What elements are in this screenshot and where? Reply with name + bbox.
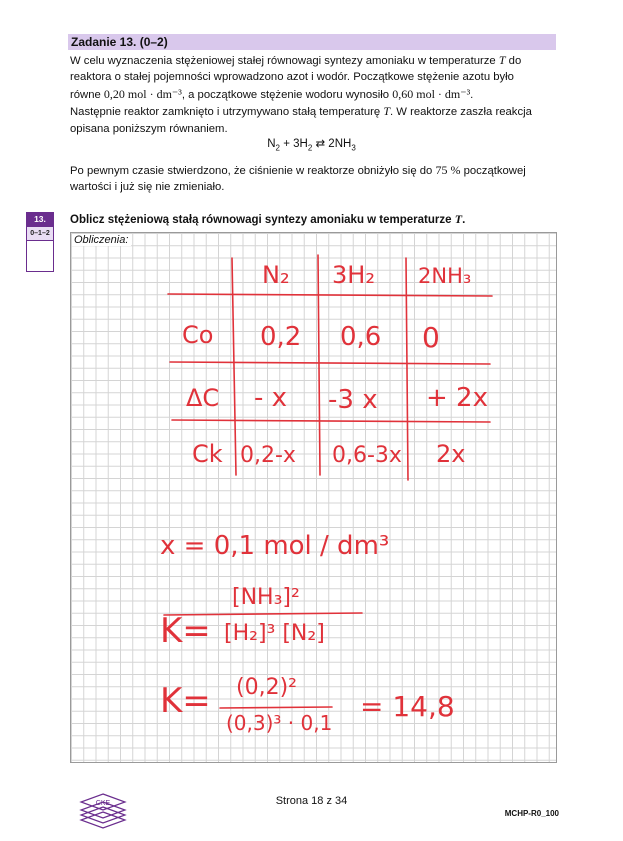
table-header-n2: N₂	[262, 261, 290, 289]
cke-logo-text: CKE	[95, 800, 111, 807]
eq-sub: 3	[351, 143, 356, 153]
table-header-h2: 3H₂	[332, 261, 375, 289]
exam-code: MCHP-R0_100	[504, 809, 559, 818]
hydrogen-concentration: 0,60 mol · dm⁻³	[392, 86, 471, 101]
calculation-label: Obliczenia:	[72, 234, 131, 246]
question-end: .	[462, 214, 466, 226]
k-value-result: = 14,8	[360, 690, 455, 723]
temperature-symbol: T	[454, 212, 463, 226]
table-hline-1	[168, 294, 492, 296]
cell-co-nh3: 0	[422, 321, 440, 354]
p2-text: początkowej	[460, 165, 526, 177]
page-number: Strona 18 z 34	[275, 795, 348, 807]
table-hline-3	[172, 420, 490, 422]
eq-h2: + 3H	[280, 138, 308, 150]
intro-line-2: reaktora o stałej pojemności wprowadzono azot i wodór. Początkowe stężenie azotu było	[70, 71, 514, 84]
row-label-co: Co	[182, 321, 214, 349]
table-vline-3	[406, 258, 408, 480]
intro-text: .	[470, 88, 474, 101]
task-header: Zadanie 13. (0–2)	[68, 34, 556, 50]
table-vline-2	[318, 255, 320, 475]
eq-sub: 2	[307, 143, 313, 153]
row-label-dc: ΔC	[186, 384, 220, 412]
pressure-percent: 75 %	[435, 163, 461, 177]
cell-co-n2: 0,2	[260, 322, 302, 352]
table-hline-2	[170, 362, 490, 364]
intro-text: W celu wyznaczenia stężeniowej stałej równowagi syntezy amoniaku w temperaturze	[70, 55, 499, 67]
cell-ck-nh3: 2x	[436, 440, 466, 468]
question-body: Oblicz stężeniową stałą równowagi syntezy amoniaku w temperaturze	[70, 214, 455, 226]
intro-text: równe	[70, 88, 104, 101]
intro-text: Następnie reaktor zamknięto i utrzymywano stałą temperaturę	[70, 106, 384, 119]
task-number: 13.	[26, 212, 54, 226]
cell-dc-n2: - x	[254, 383, 288, 413]
cell-co-h2: 0,6	[340, 322, 382, 352]
p2-text: Po pewnym czasie stwierdzono, że ciśnienie w reaktorze obniżyło się do	[70, 165, 436, 177]
row-label-ck: Ck	[192, 440, 223, 468]
k-value-denominator: (0,3)³ · 0,1	[226, 711, 333, 735]
k-formula-denominator: [H₂]³ [N₂]	[224, 621, 325, 646]
cell-dc-nh3: + 2x	[426, 383, 488, 413]
k-value-lhs: K=	[160, 681, 211, 721]
score-scale: 0–1–2	[26, 226, 54, 240]
intro-line-5: opisana poniższym równaniem.	[70, 122, 228, 135]
equilibrium-arrow: ⇄	[312, 138, 329, 150]
intro-text: . W reaktorze zaszła reakcja	[390, 106, 532, 119]
intro-text: do	[505, 55, 522, 67]
eq-nh3: 2NH	[328, 138, 352, 150]
cell-ck-h2: 0,6-3x	[332, 443, 402, 468]
eq-sub: 2	[275, 143, 280, 153]
cell-dc-h2: -3 x	[328, 385, 378, 415]
table-header-nh3: 2NH₃	[418, 264, 472, 288]
x-result: x = 0,1 mol / dm³	[160, 531, 390, 561]
eq-n2: N	[267, 138, 276, 150]
temperature-symbol: T	[383, 104, 390, 119]
nitrogen-concentration: 0,20 mol · dm⁻³	[103, 86, 182, 101]
cell-ck-n2: 0,2-x	[240, 443, 296, 468]
k-formula-numerator: [NH₃]²	[232, 585, 300, 610]
intro-text: , a początkowe stężenie wodoru wynosiło	[181, 88, 393, 101]
k-formula-lhs: K=	[160, 611, 211, 651]
fraction-bar-2	[220, 707, 332, 708]
temperature-symbol: T	[498, 53, 506, 67]
paragraph-2-line-2: wartości i już się nie zmieniało.	[70, 181, 225, 194]
table-vline-1	[232, 258, 236, 475]
k-value-numerator: (0,2)²	[236, 675, 297, 700]
